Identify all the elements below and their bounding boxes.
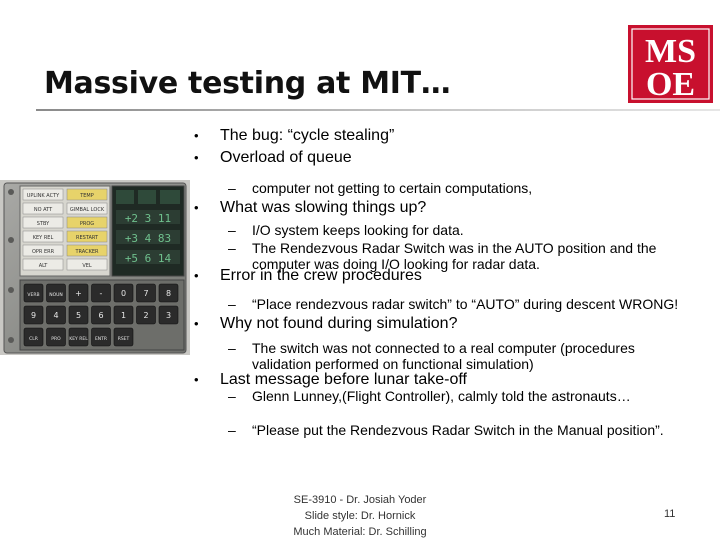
- dsky-indicator-label: RESTART: [75, 235, 99, 241]
- bullet-text: Last message before lunar take-off: [220, 371, 467, 388]
- sub-bullet-item: [192, 222, 692, 238]
- dsky-indicator-label: PROG: [79, 221, 95, 227]
- sub-bullet-item: [192, 422, 692, 438]
- dsky-key-label: 8: [165, 289, 172, 298]
- sub-bullet-item: [192, 296, 692, 312]
- sub-bullet-item: [192, 340, 692, 372]
- dsky-key-label: 7: [143, 289, 149, 298]
- footer-line: Much Material: Dr. Schilling: [293, 526, 427, 538]
- bullet-marker: •: [194, 372, 199, 387]
- dsky-indicator-label: OPR ERR: [31, 249, 55, 255]
- bullet-text: The Rendezvous Radar Switch was in the AUTO position and the computer was doing I/O looking for radar data.: [252, 240, 657, 272]
- dsky-key-label: 6: [98, 311, 104, 320]
- dsky-indicator-label: KEY REL: [32, 235, 54, 241]
- svg-text:+5 6 14: +5 6 14: [124, 252, 172, 265]
- dsky-indicator-label: VEL: [82, 263, 92, 269]
- bullet-text: computer not getting to certain computations,: [252, 180, 533, 196]
- dash-marker: –: [228, 180, 236, 196]
- dsky-indicator-label: ALT: [38, 263, 48, 269]
- svg-text:+3 4 83: +3 4 83: [124, 232, 172, 245]
- dsky-key-label: VERB: [27, 293, 40, 298]
- dsky-key-label: PRO: [51, 337, 61, 342]
- title-underline: [36, 109, 720, 111]
- dsky-key-label: 5: [75, 311, 82, 320]
- dsky-key-label: +: [75, 289, 82, 298]
- dsky-indicator-label: GIMBAL LOCK: [69, 207, 105, 213]
- bullet-text: What was slowing things up?: [220, 199, 427, 216]
- dash-marker: –: [228, 222, 236, 238]
- dash-marker: –: [228, 388, 236, 404]
- slide-title: Massive testing at MIT…: [44, 66, 451, 101]
- bullet-text: Why not found during simulation?: [220, 315, 458, 332]
- page-number: 11: [664, 508, 676, 520]
- dash-marker: –: [228, 296, 236, 312]
- bullet-text: The bug: “cycle stealing”: [220, 127, 395, 144]
- bullet-marker: •: [194, 128, 199, 143]
- bullet-text: I/O system keeps looking for data.: [252, 222, 464, 238]
- dsky-key-label: 1: [120, 311, 127, 320]
- dsky-key-label: 4: [53, 311, 59, 320]
- bullet-text: The switch was not connected to a real computer (procedures validation performed on functional simulation): [252, 340, 635, 372]
- dsky-key-label: RSET: [117, 337, 130, 342]
- footer-line: SE-3910 - Dr. Josiah Yoder: [293, 494, 427, 506]
- svg-text:OE: OE: [645, 66, 696, 103]
- dsky-indicator-label: TEMP: [80, 193, 94, 199]
- bullet-marker: •: [194, 150, 199, 165]
- bullet-item: [192, 148, 690, 167]
- msoe-logo: [628, 25, 713, 103]
- footer-line: Slide style: Dr. Hornick: [304, 510, 416, 522]
- svg-text:+2 3 11: +2 3 11: [124, 212, 172, 225]
- dsky-indicator-label: TRACKER: [75, 249, 99, 255]
- dsky-key-label: CLR: [29, 337, 38, 342]
- svg-text:MS: MS: [645, 33, 696, 70]
- bullet-text: “Place rendezvous radar switch” to “AUTO” during descent WRONG!: [252, 296, 679, 312]
- sub-bullet-item: [192, 388, 692, 404]
- bullet-text: Glenn Lunney,(Flight Controller), calmly told the astronauts…: [252, 388, 631, 404]
- bullet-marker: •: [194, 268, 199, 283]
- bullet-item: [192, 370, 690, 389]
- dsky-key-label: ENTR: [94, 337, 108, 342]
- dsky-key-label: KEY REL: [69, 337, 88, 342]
- dsky-key-label: NOUN: [49, 293, 63, 298]
- bullet-item: [192, 126, 690, 145]
- dash-marker: –: [228, 422, 236, 438]
- sub-bullet-item: [192, 180, 692, 196]
- bullet-text: “Please put the Rendezvous Radar Switch in the Manual position”.: [252, 422, 664, 438]
- dash-marker: –: [228, 240, 236, 256]
- dsky-key-label: 9: [30, 311, 37, 320]
- dsky-indicator-label: NO ATT: [33, 207, 53, 213]
- dsky-key-label: 2: [143, 311, 149, 320]
- dsky-indicator-label: STBY: [36, 221, 50, 227]
- bullet-marker: •: [194, 316, 199, 331]
- dsky-key-label: 3: [165, 311, 172, 320]
- bullet-item: [192, 266, 690, 285]
- dsky-key-label: 0: [120, 289, 127, 298]
- dsky-key-label: -: [99, 289, 103, 298]
- bullet-text: Error in the crew procedures: [220, 267, 422, 284]
- bullet-marker: •: [194, 200, 199, 215]
- dsky-indicator-label: UPLINK ACTY: [26, 193, 60, 199]
- dsky-computer-image: [0, 180, 190, 355]
- bullet-text: Overload of queue: [220, 149, 352, 166]
- bullet-item: [192, 198, 690, 217]
- dash-marker: –: [228, 340, 236, 356]
- footer-credits: [250, 492, 470, 540]
- bullet-item: [192, 314, 690, 333]
